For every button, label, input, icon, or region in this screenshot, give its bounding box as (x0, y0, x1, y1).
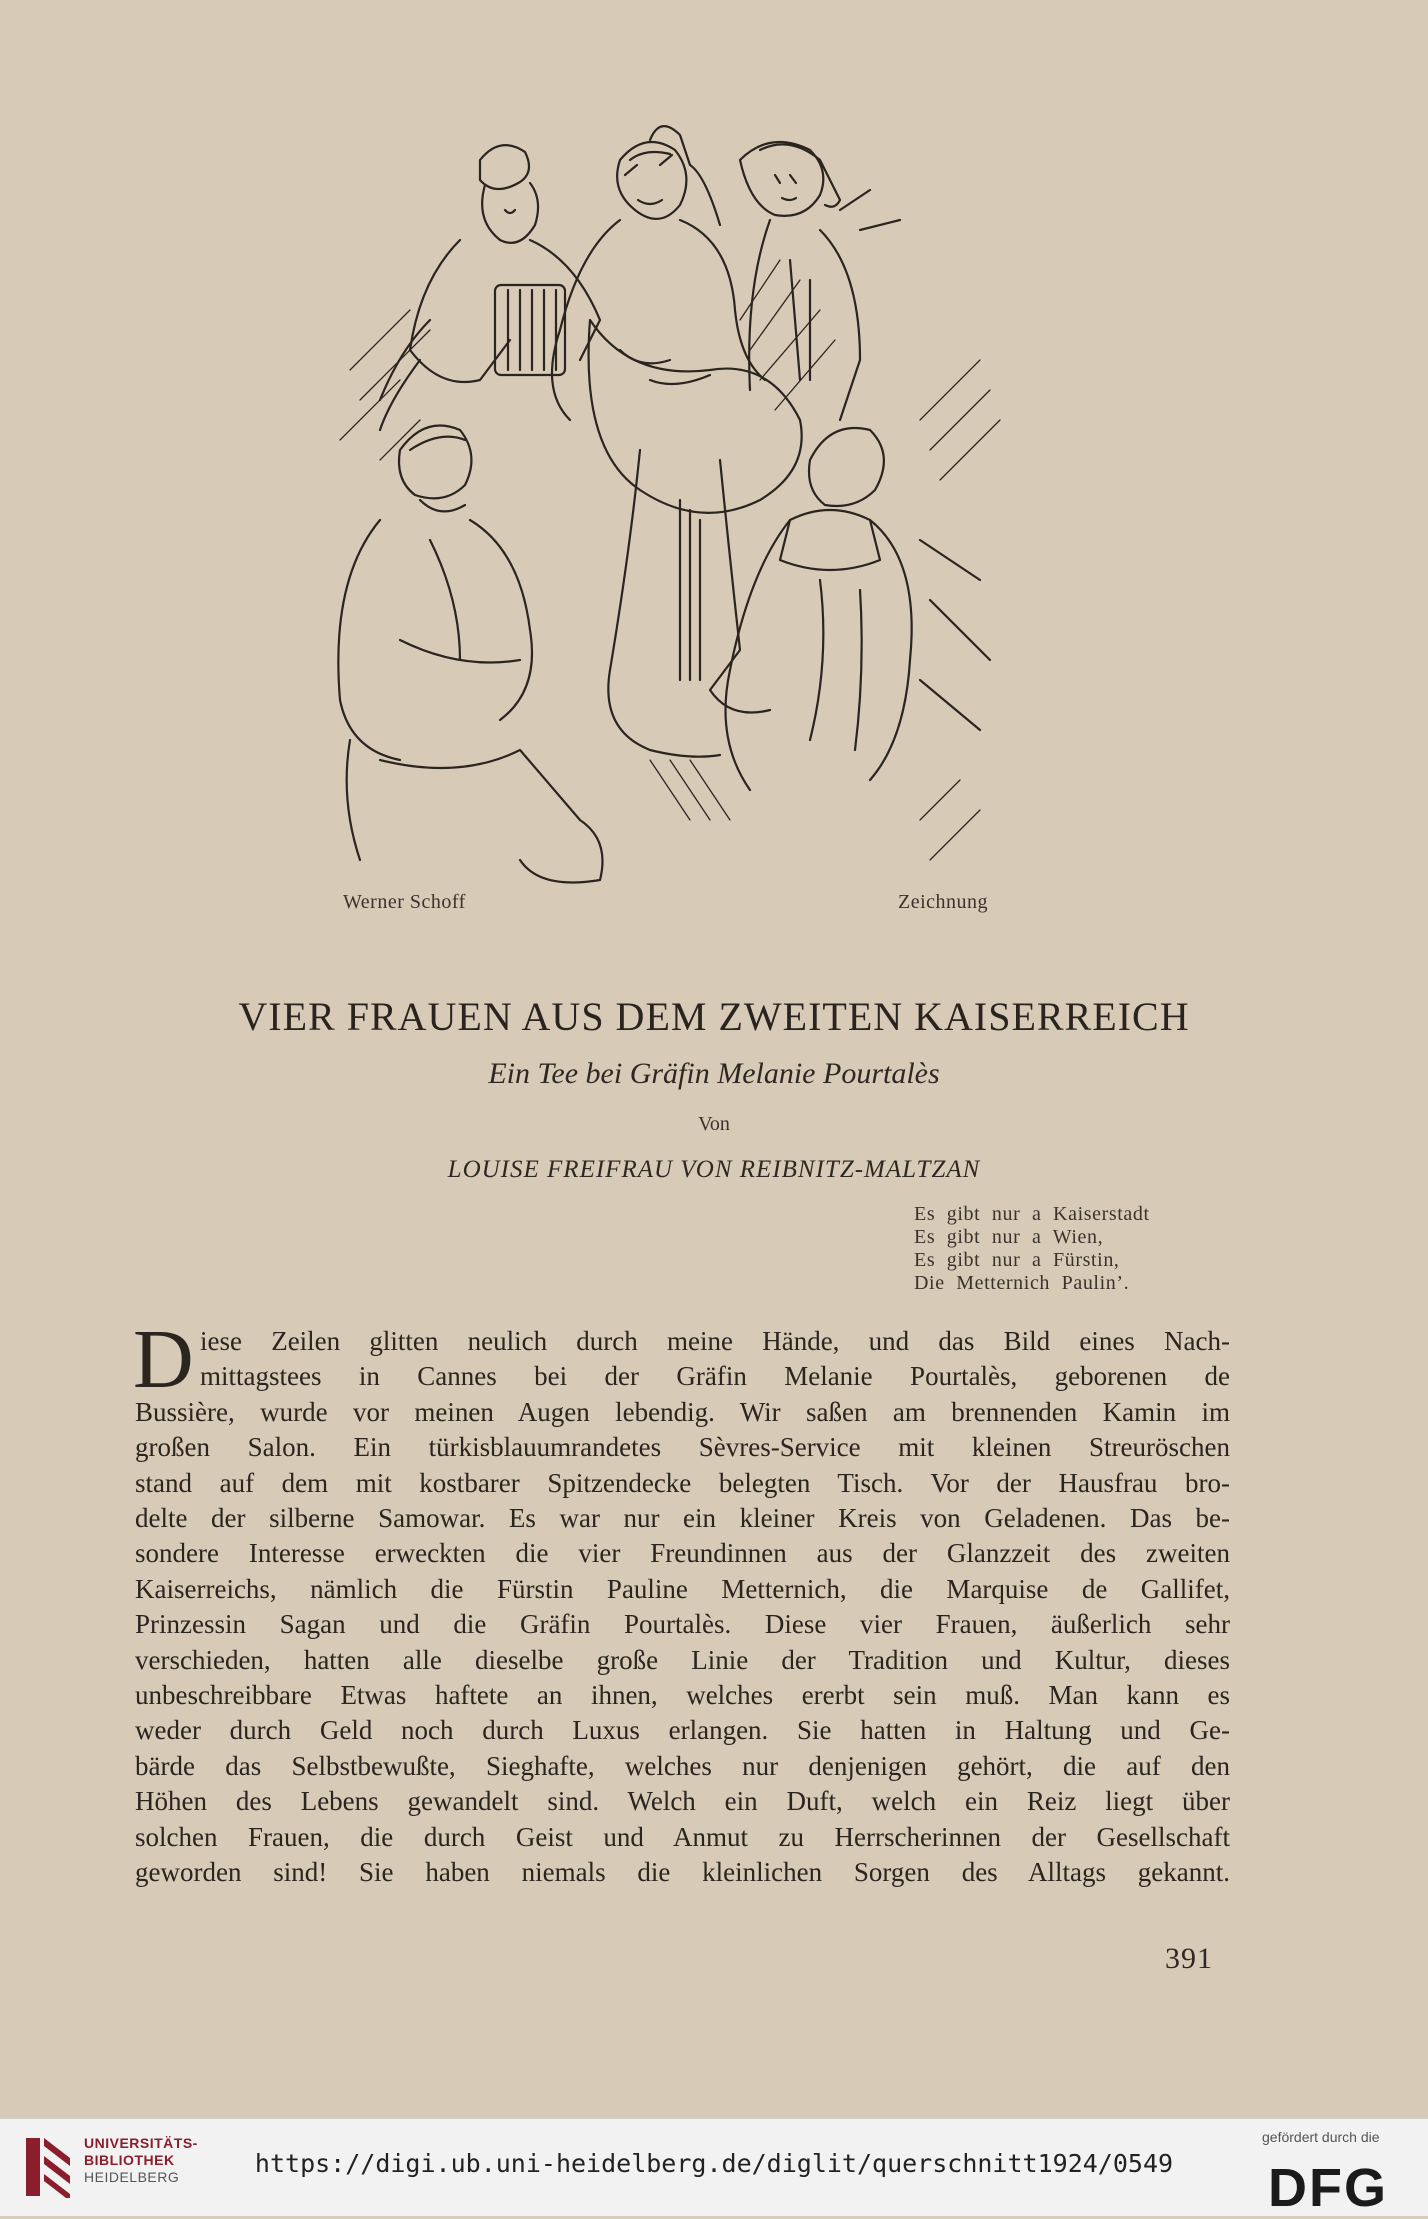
figure-accordion-player (380, 145, 600, 430)
body-line: unbeschreibbare Etwas haftete an ihnen, welches ererbt sein muß. Man kann es (135, 1680, 1230, 1711)
figure-dancer (552, 126, 802, 757)
body-line: Prinzessin Sagan und die Gräfin Pourtalès. Diese vier Frauen, äußerlich sehr (135, 1609, 1230, 1640)
funding-note: gefördert durch die (1262, 2129, 1380, 2145)
body-line: geworden sind! Sie haben niemals die kleinlichen Sorgen des Alltags gekannt. (135, 1857, 1230, 1888)
library-name-line: HEIDELBERG (84, 2169, 180, 2185)
body-line: weder durch Geld noch durch Luxus erlangen. Sie hatten in Haltung und Ge- (135, 1715, 1230, 1746)
library-name-line: BIBLIOTHEK (84, 2152, 175, 2168)
body-line: stand auf dem mit kostbarer Spitzendecke belegten Tisch. Vor der Hausfrau bro- (135, 1467, 1230, 1498)
illustration-artist-caption: Werner Schoff (343, 891, 466, 913)
body-line: bärde das Selbstbewußte, Sieghafte, welches nur denjenigen gehört, die auf den (135, 1750, 1230, 1781)
library-name-line: UNIVERSITÄTS- (84, 2135, 198, 2151)
figure-seated-man-left (338, 426, 602, 883)
motto-line: Die Metternich Paulin’. (914, 1272, 1130, 1294)
dfg-logo[interactable]: DFG (1268, 2158, 1388, 2218)
motto-verse (914, 1203, 1150, 1295)
body-line: sondere Interesse erweckten die vier Freundinnen aus der Glanzzeit des zweiten (135, 1538, 1230, 1569)
illustration-medium-caption: Zeichnung (898, 891, 989, 913)
body-line: Bussière, wurde vor meinen Augen lebendig. Wir saßen am brennenden Kamin im (135, 1396, 1230, 1427)
body-line: solchen Frauen, die durch Geist und Anmut zu Herrscherinnen der Gesellschaft (135, 1821, 1230, 1852)
body-line: großen Salon. Ein türkisblauumrandetes Sèvres-Service mit kleinen Streuröschen (135, 1432, 1230, 1463)
motto-line: Es gibt nur a Kaiserstadt (914, 1203, 1150, 1225)
article-author: LOUISE FREIFRAU VON REIBNITZ-MALTZAN (447, 1156, 981, 1183)
drop-cap: D (133, 1313, 194, 1406)
ink-drawing-dancers (320, 120, 1050, 900)
page-number: 391 (1165, 1942, 1213, 1975)
motto-line: Es gibt nur a Fürstin, (914, 1249, 1120, 1271)
body-line: verschieden, hatten alle dieselbe große Linie der Tradition und Kultur, dieses (135, 1644, 1230, 1675)
article-subtitle: Ein Tee bei Gräfin Melanie Pourtalès (488, 1057, 940, 1090)
article-title: VIER FRAUEN AUS DEM ZWEITEN KAISERREICH (238, 994, 1190, 1039)
body-line: iese Zeilen glitten neulich durch meine Hände, und das Bild eines Nach- (200, 1326, 1230, 1356)
motto-line: Es gibt nur a Wien, (914, 1226, 1104, 1248)
article-body (135, 1324, 1230, 1891)
body-line: delte der silberne Samowar. Es war nur ein kleiner Kreis von Geladenen. Das be- (135, 1503, 1230, 1534)
body-line: mittagstees in Cannes bei der Gräfin Melanie Pourtalès, geborenen de (200, 1361, 1230, 1392)
figure-seated-man-right (726, 428, 991, 790)
permalink-url[interactable]: https://digi.ub.uni-heidelberg.de/diglit/querschnitt1924/0549 (254, 2149, 1174, 2178)
body-line: Kaiserreichs, nämlich die Fürstin Pauline Metternich, die Marquise de Gallifet, (135, 1573, 1230, 1604)
byline-prefix: Von (698, 1113, 730, 1135)
body-line: Höhen des Lebens gewandelt sind. Welch ein Duft, welch ein Reiz liegt über (135, 1786, 1230, 1817)
viewer-footer (0, 2118, 1428, 2216)
